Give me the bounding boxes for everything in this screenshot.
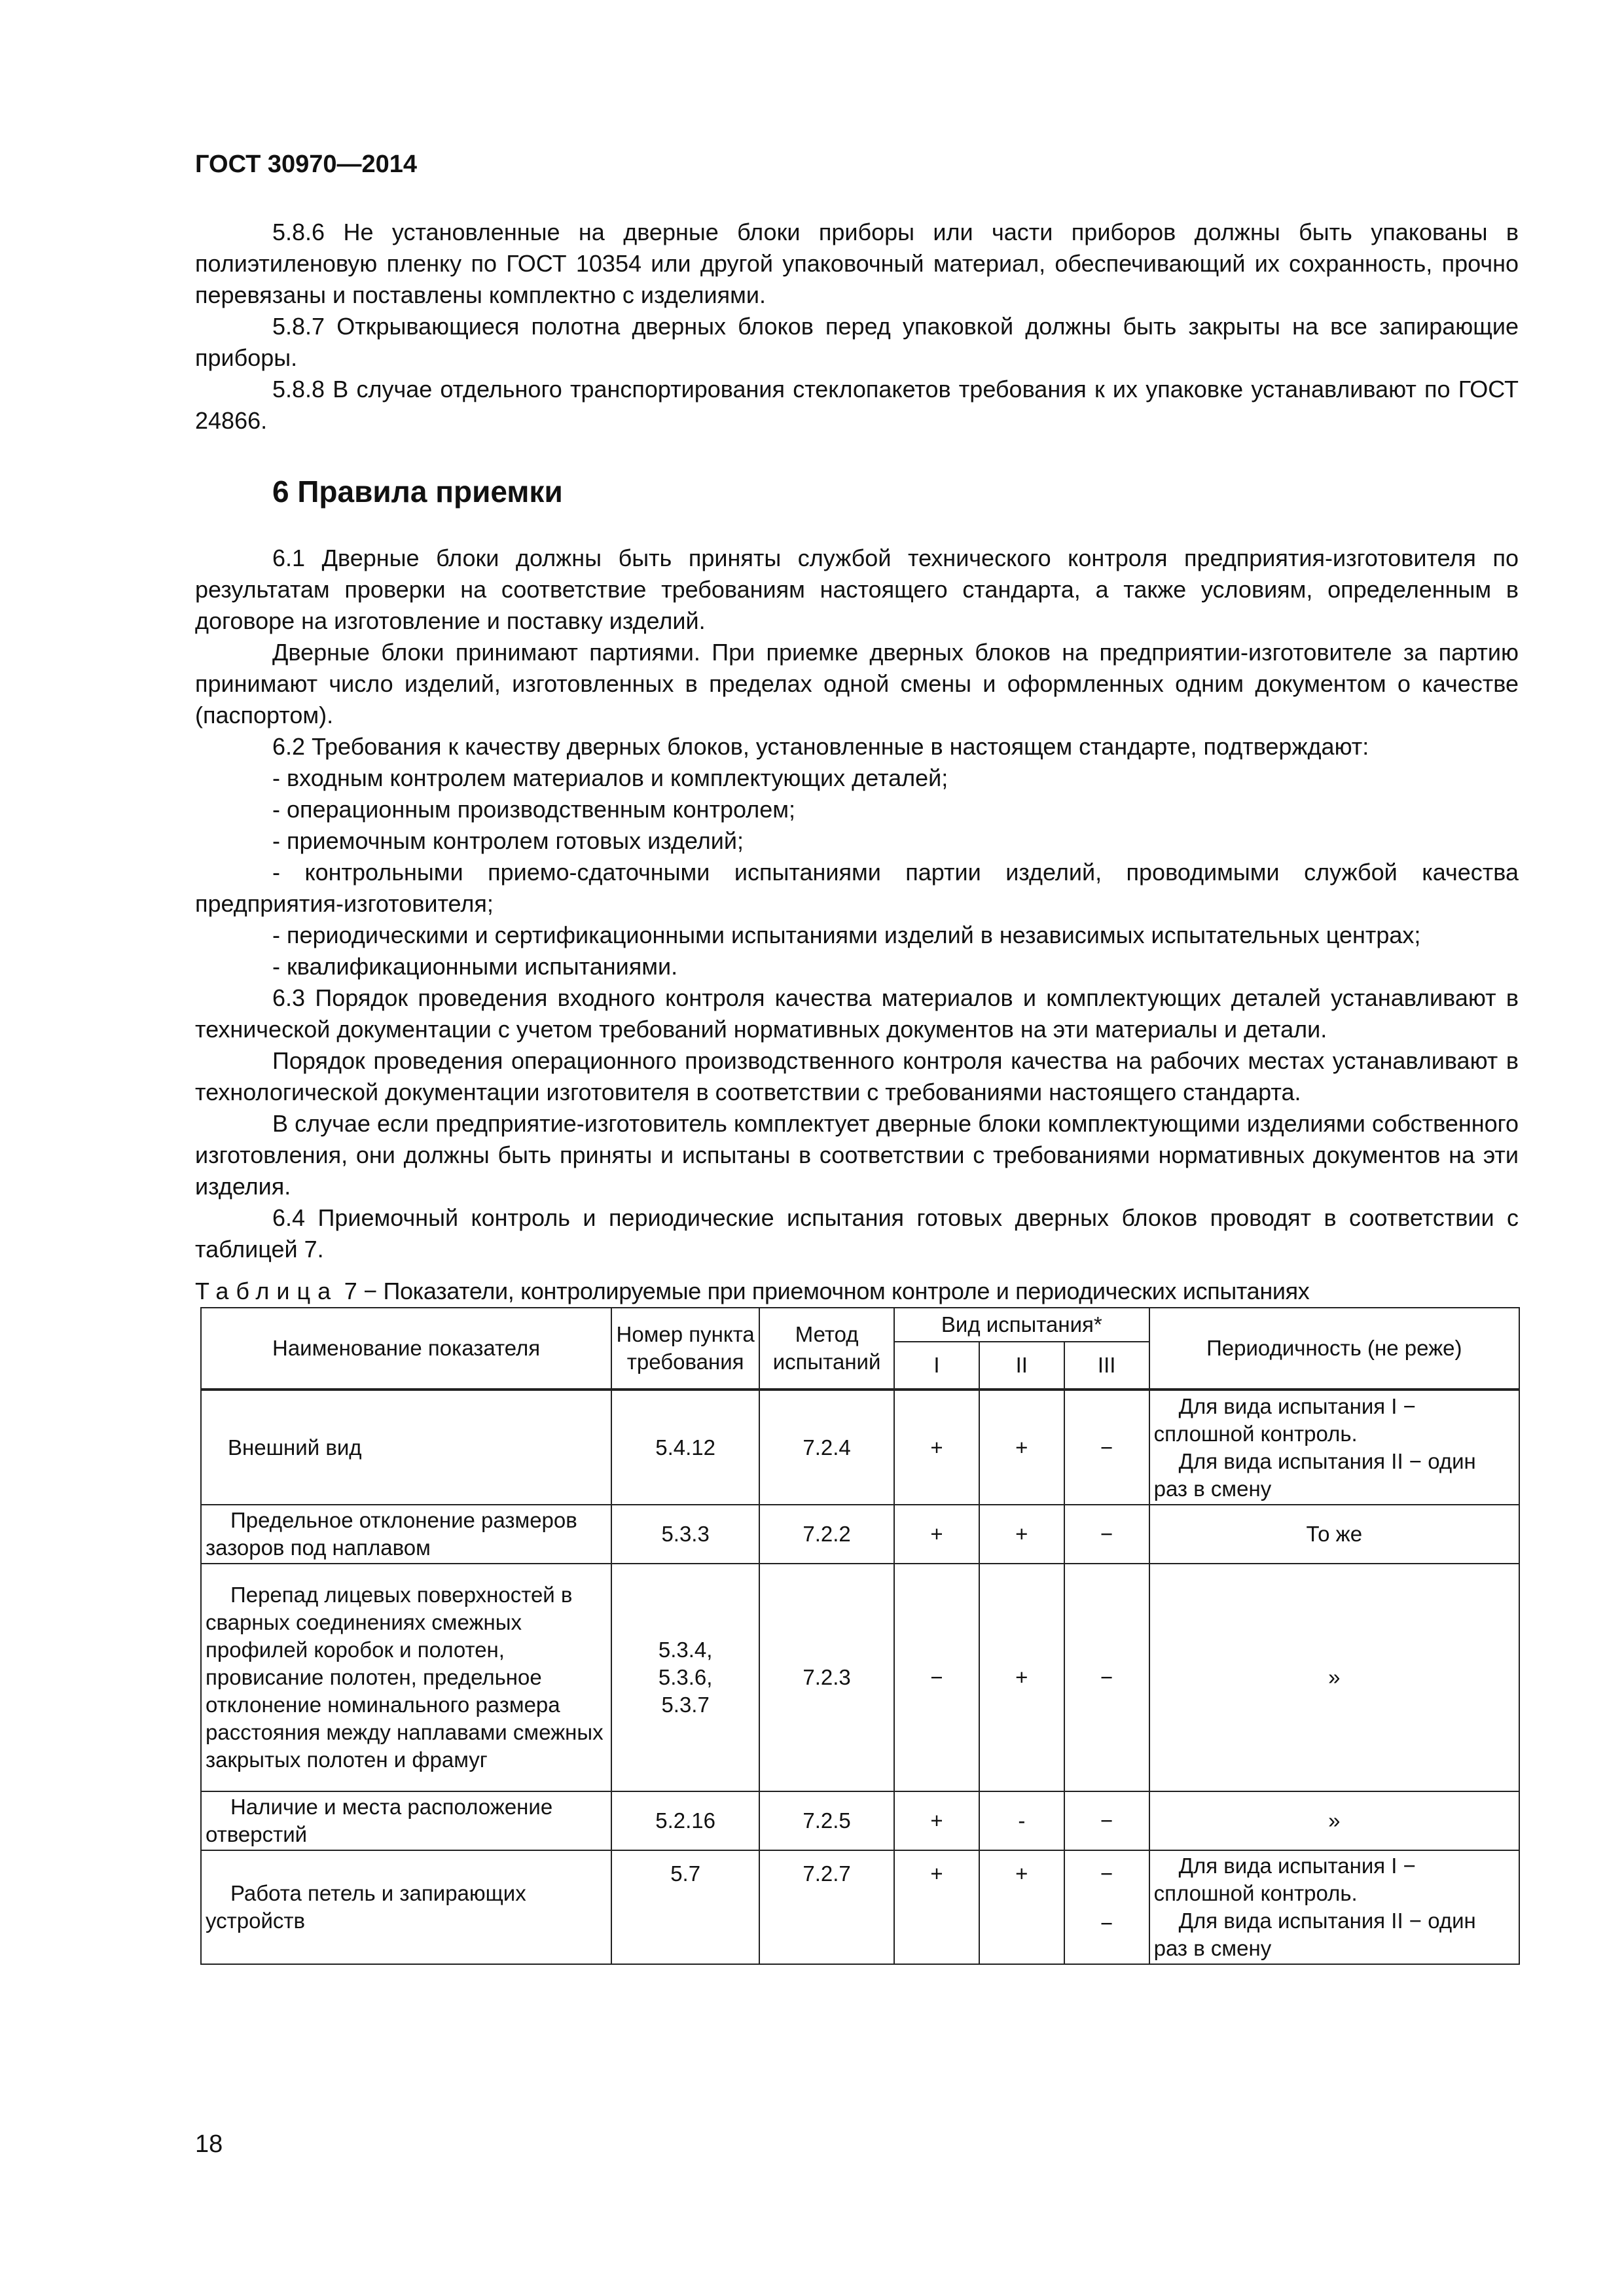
cell-method: 7.2.3 — [759, 1564, 894, 1791]
cell-name: Наличие и места расположение отверстий — [201, 1791, 611, 1850]
header-test-type: Вид испытания* — [894, 1308, 1149, 1342]
cell-clause: 5.2.16 — [611, 1791, 759, 1850]
cell-test-3: − — [1064, 1505, 1149, 1564]
list-item: - операционным производственным контролем; — [272, 796, 796, 823]
paragraph-6-3: 6.3 Порядок проведения входного контроля качества материалов и комплектующих деталей устанавливают в технической документации с учетом требований нормативных документов на эти материалы и детали. — [195, 984, 1519, 1043]
list-item: - контрольными приемо-сдаточными испытаниями партии изделий, проводимыми службой качества предприятия-изготовителя; — [195, 859, 1519, 917]
cell-test-1: + — [894, 1390, 979, 1505]
list-item: - входным контролем материалов и комплектующих деталей; — [272, 764, 948, 791]
periodicity-line: Для вида испытания II − один раз в смену — [1153, 1448, 1476, 1501]
list-item: - приемочным контролем готовых изделий; — [272, 827, 744, 854]
table-row — [201, 1791, 1519, 1850]
table-row — [201, 1505, 1519, 1564]
paragraph-6-2: 6.2 Требования к качеству дверных блоков, установленные в настоящем стандарте, подтверждают: — [272, 733, 1369, 760]
periodicity-line: Для вида испытания I − сплошной контроль. — [1153, 1854, 1416, 1905]
cell-periodicity — [1149, 1390, 1519, 1505]
cell-test-1: + — [894, 1850, 979, 1964]
paragraph-5-8-6: 5.8.6 Не установленные на дверные блоки приборы или части приборов должны быть упакованы в полиэтиленовую пленку по ГОСТ 10354 или другой упаковочный материал, обеспечивающий их сохранность, прочно перевязаны и поставлены комплектно с изделиями. — [195, 219, 1519, 308]
list-item: - периодическими и сертификационными испытаниями изделий в независимых испытательных центрах; — [272, 922, 1421, 948]
cell-clause: 5.4.12 — [611, 1390, 759, 1505]
cell-test-3: − — [1064, 1564, 1149, 1791]
table-row — [201, 1850, 1519, 1964]
cell-test-1: − — [894, 1564, 979, 1791]
cell-name: Работа петель и запирающих устройств — [201, 1850, 611, 1964]
cell-test-2: - — [979, 1791, 1064, 1850]
test-3-mark: − — [1100, 1911, 1113, 1935]
cell-name: Перепад лицевых поверхностей в сварных соединениях смежных профилей коробок и полотен, провисание полотен, предельное отклонение номинального размера расстояния между наплавами смежных закрытых полотен и фрамуг — [201, 1564, 611, 1791]
paragraph-6-1: 6.1 Дверные блоки должны быть приняты службой технического контроля предприятия-изготовителя по результатам проверки на соответствие требованиям настоящего стандарта, а также условиям, определенным в договоре на изготовление и поставку изделий. — [195, 545, 1519, 634]
cell-test-2: + — [979, 1850, 1064, 1964]
cell-method: 7.2.7 — [759, 1850, 894, 1964]
paragraph-5-8-8: 5.8.8 В случае отдельного транспортирования стеклопакетов требования к их упаковке устанавливают по ГОСТ 24866. — [195, 376, 1519, 434]
cell-periodicity — [1149, 1850, 1519, 1964]
cell-periodicity: » — [1149, 1791, 1519, 1850]
cell-method: 7.2.4 — [759, 1390, 894, 1505]
header-name: Наименование показателя — [201, 1308, 611, 1390]
cell-method: 7.2.5 — [759, 1791, 894, 1850]
table-row — [201, 1390, 1519, 1505]
cell-test-1: + — [894, 1505, 979, 1564]
header-method: Метод испытаний — [759, 1308, 894, 1390]
table-caption-text: 7 − Показатели, контролируемые при приемочном контроле и периодических испытаниях — [338, 1278, 1310, 1304]
table-caption — [195, 1276, 1519, 1307]
page-number: 18 — [195, 2130, 223, 2158]
cell-name: Внешний вид — [201, 1390, 611, 1505]
cell-name: Предельное отклонение размеров зазоров под наплавом — [201, 1505, 611, 1564]
cell-clause: 5.7 — [611, 1850, 759, 1964]
cell-clause: 5.3.3 — [611, 1505, 759, 1564]
table-caption-label: Таблица — [195, 1278, 338, 1304]
paragraph-5-8-7: 5.8.7 Открывающиеся полотна дверных блоков перед упаковкой должны быть закрыты на все запирающие приборы. — [195, 313, 1519, 371]
cell-test-3 — [1064, 1850, 1149, 1964]
cell-periodicity: » — [1149, 1564, 1519, 1791]
paragraph-operational-control: Порядок проведения операционного производственного контроля качества на рабочих местах устанавливают в технологической документации изготовителя в соответствии с требованиями настоящего стандарта. — [195, 1047, 1519, 1105]
document-header: ГОСТ 30970—2014 — [195, 151, 418, 178]
test-3-mark: − — [1100, 1861, 1113, 1886]
table-header-row — [201, 1308, 1519, 1342]
cell-test-3: − — [1064, 1390, 1149, 1505]
paragraph-6-4: 6.4 Приемочный контроль и периодические испытания готовых дверных блоков проводят в соответствии с таблицей 7. — [195, 1204, 1519, 1263]
table-row — [201, 1564, 1519, 1791]
header-clause: Номер пункта требования — [611, 1308, 759, 1390]
header-periodicity: Периодичность (не реже) — [1149, 1308, 1519, 1390]
periodicity-line: Для вида испытания II − один раз в смену — [1153, 1909, 1476, 1960]
cell-test-2: + — [979, 1505, 1064, 1564]
table-7 — [200, 1307, 1520, 1965]
paragraph-lots: Дверные блоки принимают партиями. При приемке дверных блоков на предприятии-изготовителе за партию принимают число изделий, изготовленных в пределах одной смены и оформленных одним документом о качестве (паспортом). — [195, 639, 1519, 728]
header-test-3: III — [1064, 1342, 1149, 1390]
header-test-1: I — [894, 1342, 979, 1390]
cell-test-2: + — [979, 1390, 1064, 1505]
cell-test-2: + — [979, 1564, 1064, 1791]
cell-test-3: − — [1064, 1791, 1149, 1850]
list-item: - квалификационными испытаниями. — [272, 953, 678, 980]
cell-clause: 5.3.4, 5.3.6, 5.3.7 — [611, 1564, 759, 1791]
section-title: 6 Правила приемки — [272, 475, 563, 509]
document-page — [195, 151, 1519, 1960]
cell-periodicity: То же — [1149, 1505, 1519, 1564]
paragraph-own-components: В случае если предприятие-изготовитель комплектует дверные блоки комплектующими изделиями собственного изготовления, они должны быть приняты и испытаны в соответствии с требованиями нормативных документов на эти изделия. — [195, 1110, 1519, 1200]
cell-test-1: + — [894, 1791, 979, 1850]
cell-method: 7.2.2 — [759, 1505, 894, 1564]
periodicity-line: Для вида испытания I − сплошной контроль. — [1153, 1393, 1416, 1446]
header-test-2: II — [979, 1342, 1064, 1390]
